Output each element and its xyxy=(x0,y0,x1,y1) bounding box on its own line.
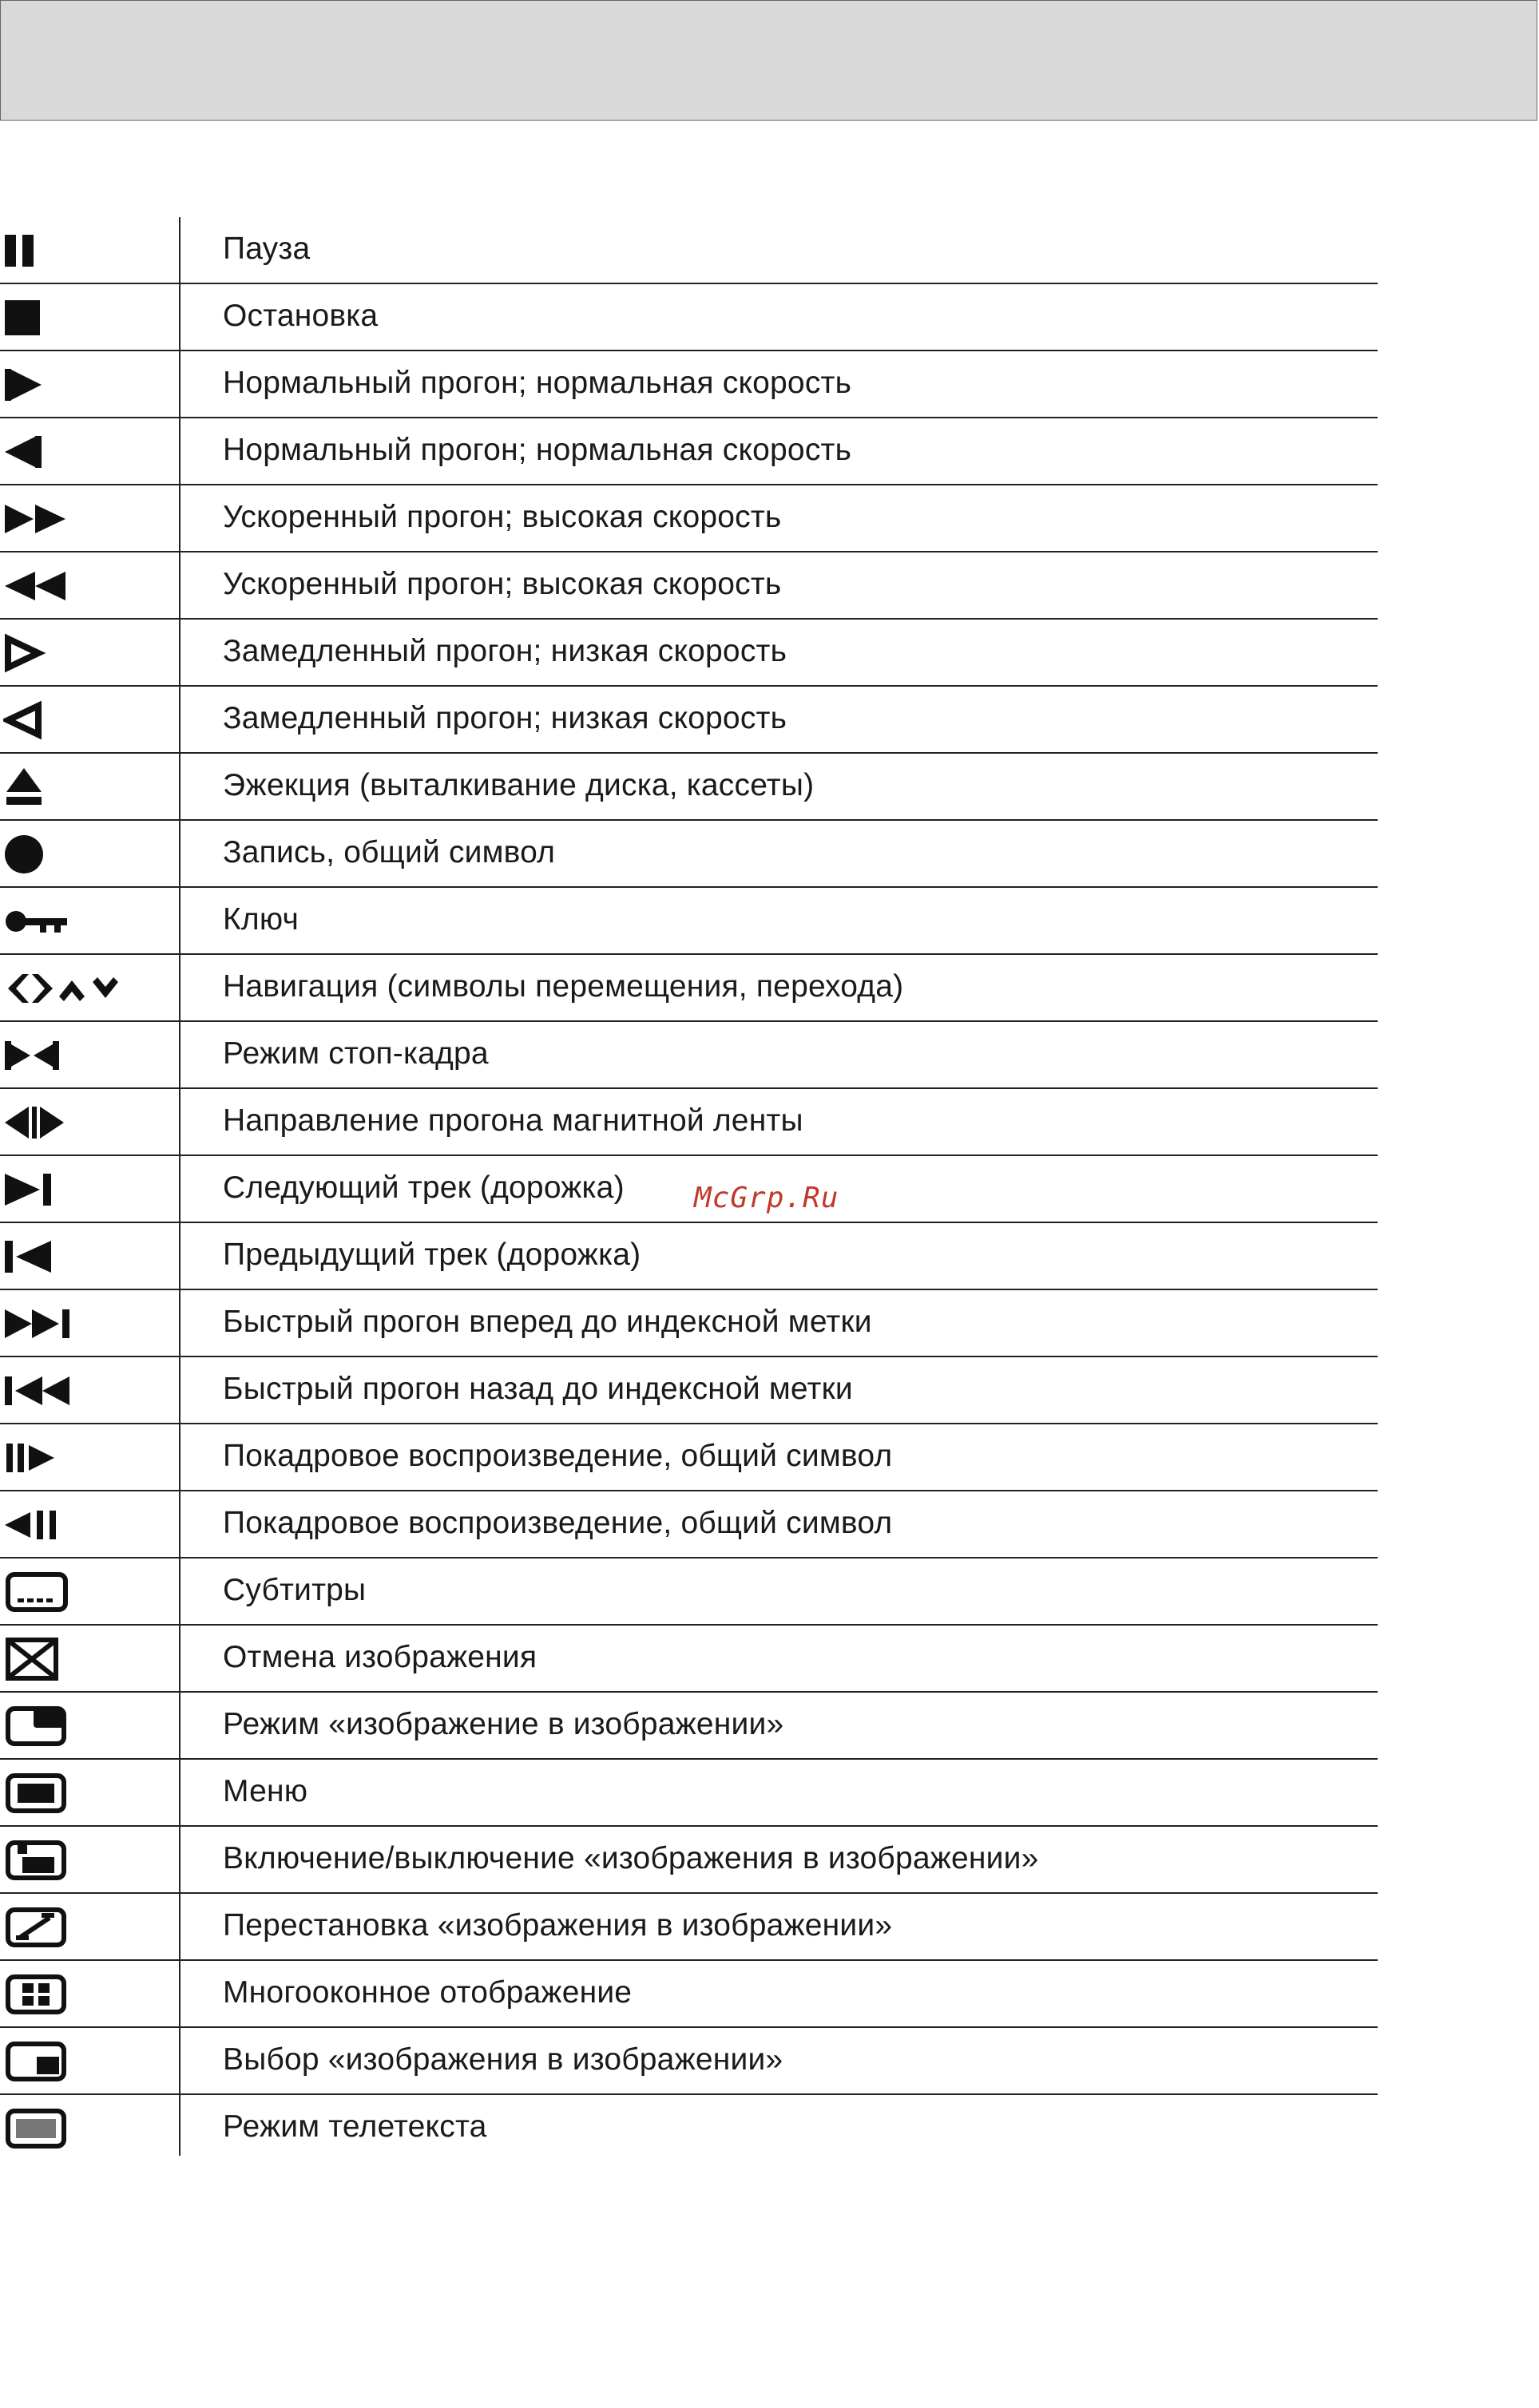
row-label: Режим стоп-кадра xyxy=(223,1036,489,1071)
icon-cell xyxy=(0,552,179,620)
table-row xyxy=(0,2028,1378,2095)
table-row xyxy=(0,687,1378,754)
icon-cell xyxy=(0,1693,179,1760)
row-label: Меню xyxy=(223,1774,308,1808)
fast-forward-icon xyxy=(3,497,75,541)
pip-mode-icon xyxy=(3,1704,70,1749)
watermark: McGrp.Ru xyxy=(694,1182,839,1214)
icon-cell xyxy=(0,821,179,888)
next-track-icon xyxy=(3,1167,54,1212)
icon-cell xyxy=(0,217,179,284)
multi-window-icon xyxy=(3,1972,70,2017)
row-label: Нормальный прогон; нормальная скорость xyxy=(223,366,852,400)
icon-cell xyxy=(0,1156,179,1223)
table-row xyxy=(0,1357,1378,1424)
icon-cell xyxy=(0,687,179,754)
icon-cell xyxy=(0,1424,179,1491)
row-label: Покадровое воспроизведение, общий символ xyxy=(223,1439,893,1473)
pip-swap-icon xyxy=(3,1905,70,1950)
table-row xyxy=(0,1894,1378,1961)
table-row xyxy=(0,485,1378,552)
table-row xyxy=(0,552,1378,620)
row-label: Замедленный прогон; низкая скорость xyxy=(223,701,787,735)
header-bar xyxy=(0,0,1537,121)
icon-cell xyxy=(0,351,179,418)
table-row xyxy=(0,217,1378,284)
icon-cell xyxy=(0,1290,179,1357)
table-row xyxy=(0,418,1378,485)
icon-cell xyxy=(0,1089,179,1156)
icon-cell xyxy=(0,620,179,687)
icon-cell xyxy=(0,1223,179,1290)
icon-cell xyxy=(0,955,179,1022)
stop-icon xyxy=(3,295,54,340)
table-row xyxy=(0,955,1378,1022)
tape-direction-icon xyxy=(3,1100,67,1145)
icon-cell xyxy=(0,418,179,485)
pip-toggle-icon xyxy=(3,1838,70,1883)
play-forward-icon xyxy=(3,362,54,407)
icon-cell xyxy=(0,485,179,552)
pip-select-icon xyxy=(3,2039,70,2084)
row-label: Перестановка «изображения в изображении» xyxy=(223,1908,893,1943)
icon-cell xyxy=(0,1357,179,1424)
row-label: Направление прогона магнитной ленты xyxy=(223,1103,803,1138)
table-row xyxy=(0,284,1378,351)
table-row xyxy=(0,1290,1378,1357)
icon-cell xyxy=(0,1558,179,1626)
table-row xyxy=(0,1558,1378,1626)
record-icon xyxy=(3,832,54,877)
picture-cancel-icon xyxy=(3,1637,70,1681)
menu-icon xyxy=(3,1771,70,1816)
table-row xyxy=(0,1491,1378,1558)
row-label: Режим телетекста xyxy=(223,2109,487,2144)
navigation-icon xyxy=(3,966,123,1011)
eject-icon xyxy=(3,765,54,810)
skip-forward-index-icon xyxy=(3,1301,75,1346)
row-label: Навигация (символы перемещения, перехода) xyxy=(223,969,904,1004)
icon-cell xyxy=(0,284,179,351)
row-label: Предыдущий трек (дорожка) xyxy=(223,1238,641,1272)
row-label: Выбор «изображения в изображении» xyxy=(223,2042,783,2077)
table-row xyxy=(0,1022,1378,1089)
table-row xyxy=(0,1693,1378,1760)
table-row xyxy=(0,1223,1378,1290)
icon-cell xyxy=(0,2028,179,2095)
row-label: Субтитры xyxy=(223,1573,367,1607)
row-label: Замедленный прогон; низкая скорость xyxy=(223,634,787,668)
table-row xyxy=(0,620,1378,687)
icon-cell xyxy=(0,1827,179,1894)
pause-icon xyxy=(3,228,54,273)
freeze-frame-icon xyxy=(3,1033,67,1078)
icon-cell xyxy=(0,1760,179,1827)
icon-cell xyxy=(0,1491,179,1558)
table-row xyxy=(0,1156,1378,1223)
table-row xyxy=(0,1961,1378,2028)
row-label: Многооконное отображение xyxy=(223,1975,633,2010)
icon-cell xyxy=(0,2095,179,2162)
icon-cell xyxy=(0,1626,179,1693)
fast-rewind-icon xyxy=(3,564,75,608)
row-label: Режим «изображение в изображении» xyxy=(223,1707,784,1741)
skip-back-index-icon xyxy=(3,1368,75,1413)
previous-track-icon xyxy=(3,1234,54,1279)
play-reverse-icon xyxy=(3,430,54,474)
slow-reverse-icon xyxy=(3,698,54,743)
table-row xyxy=(0,754,1378,821)
table-row xyxy=(0,351,1378,418)
row-label: Пауза xyxy=(223,232,311,266)
row-label: Следующий трек (дорожка) xyxy=(223,1170,625,1205)
row-label: Остановка xyxy=(223,299,379,333)
icon-cell xyxy=(0,1022,179,1089)
row-label: Запись, общий символ xyxy=(223,835,556,869)
row-label: Покадровое воспроизведение, общий символ xyxy=(223,1506,893,1540)
icon-cell xyxy=(0,1961,179,2028)
table-row xyxy=(0,2095,1378,2162)
row-label: Ускоренный прогон; высокая скорость xyxy=(223,500,782,534)
row-label: Ключ xyxy=(223,902,299,937)
table-row xyxy=(0,888,1378,955)
slow-forward-icon xyxy=(3,631,54,675)
row-label: Ускоренный прогон; высокая скорость xyxy=(223,567,782,601)
row-label: Отмена изображения xyxy=(223,1640,537,1674)
icon-cell xyxy=(0,754,179,821)
row-label: Включение/выключение «изображения в изображении» xyxy=(223,1841,1039,1875)
table-row xyxy=(0,1760,1378,1827)
frame-step-forward-icon xyxy=(3,1436,59,1480)
key-icon xyxy=(3,899,75,944)
table-row xyxy=(0,1626,1378,1693)
row-label: Быстрый прогон вперед до индексной метки xyxy=(223,1305,872,1339)
row-label: Эжекция (выталкивание диска, кассеты) xyxy=(223,768,815,802)
icon-cell xyxy=(0,888,179,955)
icon-cell xyxy=(0,1894,179,1961)
subtitles-icon xyxy=(3,1570,70,1614)
table-row xyxy=(0,821,1378,888)
row-label: Быстрый прогон назад до индексной метки xyxy=(223,1372,853,1406)
frame-step-back-icon xyxy=(3,1503,59,1547)
teletext-icon xyxy=(3,2106,70,2151)
table-row xyxy=(0,1827,1378,1894)
table-row xyxy=(0,1424,1378,1491)
table-row xyxy=(0,1089,1378,1156)
row-label: Нормальный прогон; нормальная скорость xyxy=(223,433,852,467)
